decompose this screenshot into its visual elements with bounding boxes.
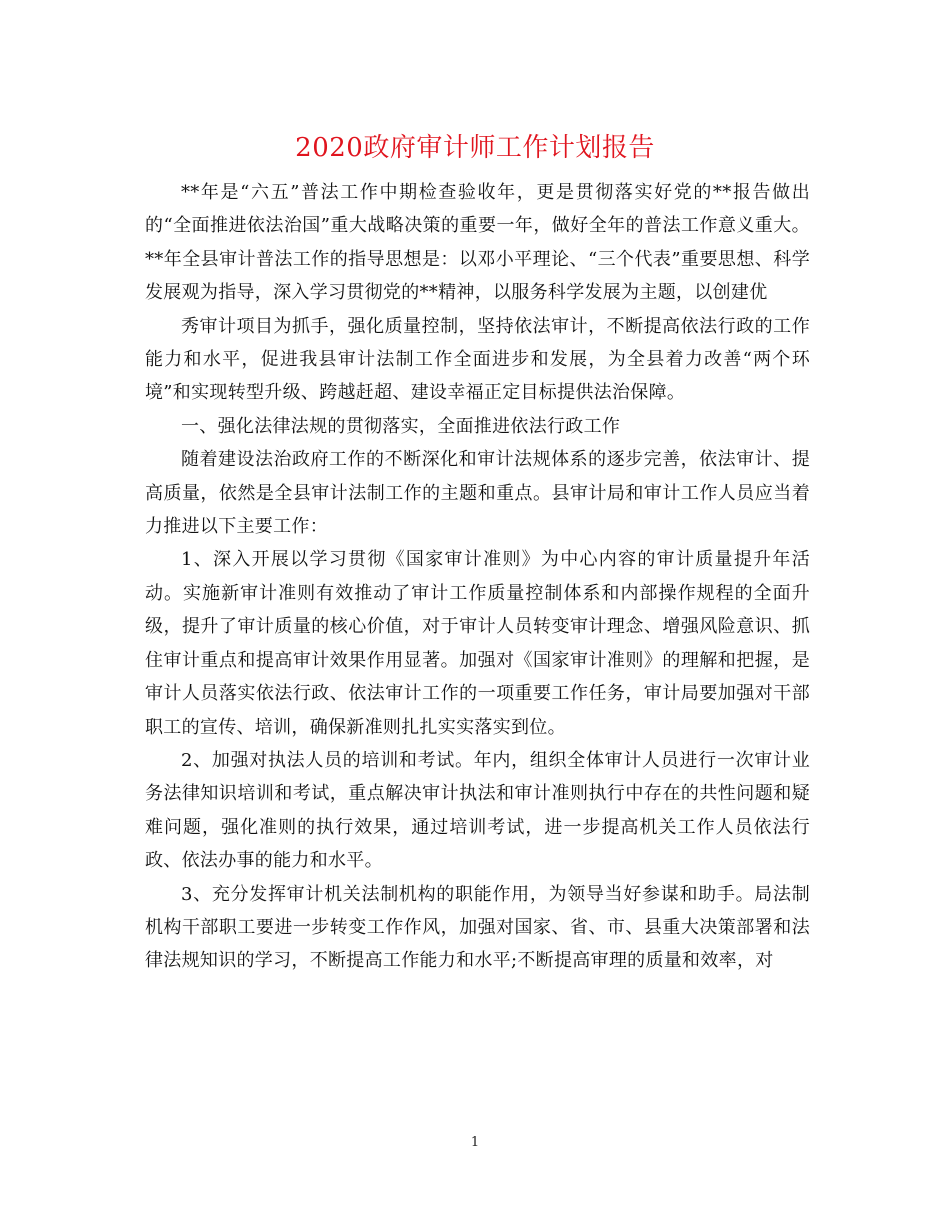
document-title: 2020政府审计师工作计划报告	[295, 133, 655, 163]
document-body	[145, 176, 810, 978]
paragraph-item-1: 1、深入开展以学习贯彻《国家审计准则》为中心内容的审计质量提升年活动。实施新审计准则有效推动了审计工作质量控制体系和内部操作规程的全面升级，提升了审计质量的核心价值，对于审计人员转变审计理念、增强风险意识、抓住审计重点和提高审计效果作用显著。加强对《国家审计准则》的理解和把握，是审计人员落实依法行政、依法审计工作的一项重要工作任务，审计局要加强对干部职工的宣传、培训，确保新准则扎扎实实落实到位。	[145, 549, 810, 738]
paragraph-intro: **年是“六五”普法工作中期检查验收年，更是贯彻落实好党的**报告做出的“全面推进依法治国”重大战略决策的重要一年，做好全年的普法工作意义重大。**年全县审计普法工作的指导思想是：以邓小平理论、“三个代表”重要思想、科学发展观为指导，深入学习贯彻党的**精神，以服务科学发展为主题，以创建优	[145, 182, 810, 304]
paragraph-item-2: 2、加强对执法人员的培训和考试。年内，组织全体审计人员进行一次审计业务法律知识培训和考试，重点解决审计执法和审计准则执行中存在的共性问题和疑难问题，强化准则的执行效果，通过培训考试，进一步提高机关工作人员依法行政、依法办事的能力和水平。	[145, 749, 810, 872]
paragraph-item-3: 3、充分发挥审计机关法制机构的职能作用，为领导当好参谋和助手。局法制机构干部职工要进一步转变工作作风，加强对国家、省、市、县重大决策部署和法律法规知识的学习，不断提高工作能力和水平;不断提高审理的质量和效率，对	[145, 883, 810, 972]
paragraph-continuation: 秀审计项目为抓手，强化质量控制，坚持依法审计，不断提高依法行政的工作能力和水平，促进我县审计法制工作全面进步和发展，为全县着力改善“两个环境”和实现转型升级、跨越赶超、建设幸福正定目标提供法治保障。	[145, 315, 810, 404]
section-heading-1: 一、强化法律法规的贯彻落实，全面推进依法行政工作	[181, 415, 621, 437]
paragraph-section-intro: 随着建设法治政府工作的不断深化和审计法规体系的逐步完善，依法审计、提高质量，依然是全县审计法制工作的主题和重点。县审计局和审计工作人员应当着力推进以下主要工作：	[145, 449, 810, 538]
page-number: 1	[470, 1135, 480, 1150]
